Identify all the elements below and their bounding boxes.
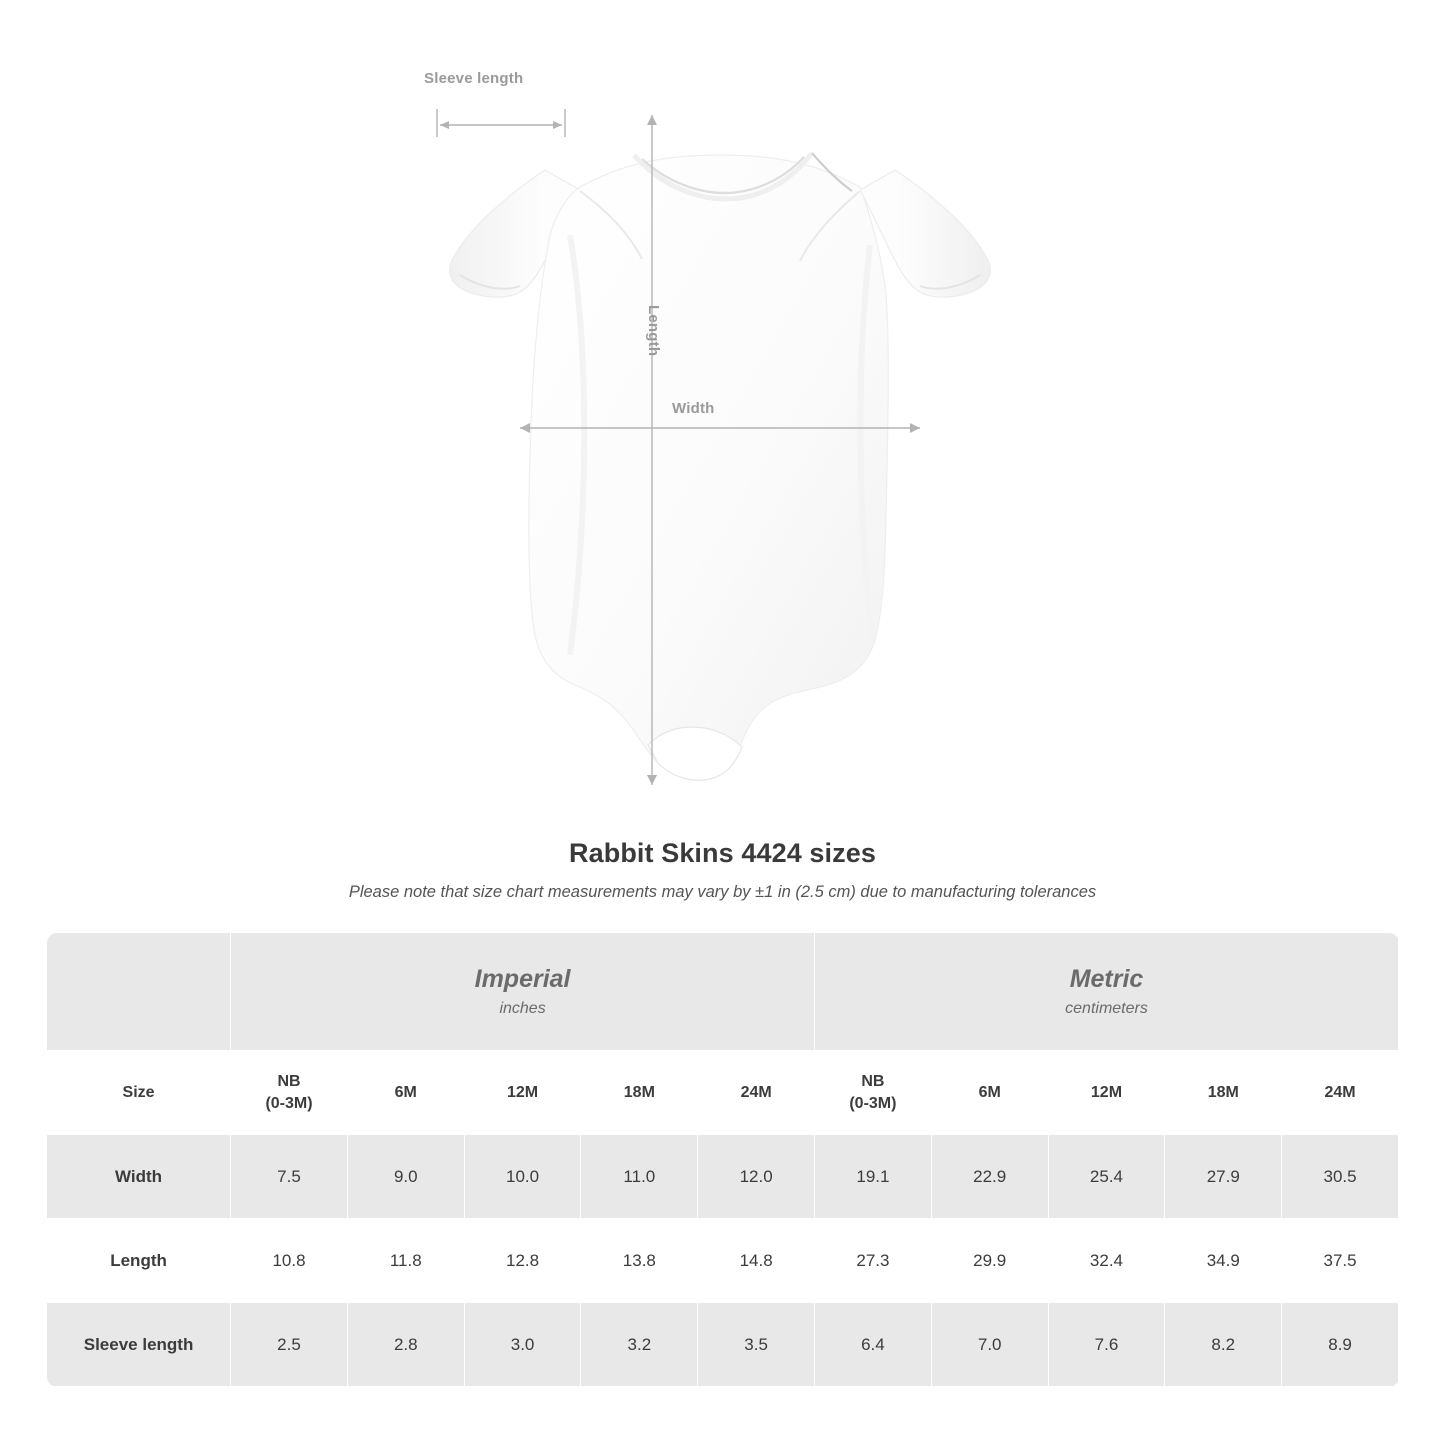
size-header-row xyxy=(47,1051,1399,1135)
size-header-cell-24m-metric: 24M xyxy=(1282,1051,1399,1135)
cell-sleeve-nb-imperial: 2.5 xyxy=(231,1303,348,1387)
cell-length-18m-imperial: 13.8 xyxy=(581,1219,698,1303)
cell-sleeve-18m-imperial: 3.2 xyxy=(581,1303,698,1387)
cell-width-6m-metric: 22.9 xyxy=(931,1135,1048,1219)
row-label-sleeve-length: Sleeve length xyxy=(47,1303,231,1387)
cell-sleeve-6m-imperial: 2.8 xyxy=(347,1303,464,1387)
unit-metric-sub: centimeters xyxy=(1065,1000,1148,1018)
size-header-line1: NB xyxy=(277,1072,301,1090)
size-chart-container xyxy=(46,932,1399,1387)
sleeve-length-arrow xyxy=(437,109,565,137)
width-annotation: Width xyxy=(672,400,715,417)
size-header-line2: (0-3M) xyxy=(849,1094,897,1112)
table-row xyxy=(47,1135,1399,1219)
sleeve-length-annotation: Sleeve length xyxy=(424,70,524,87)
cell-length-24m-imperial: 14.8 xyxy=(698,1219,815,1303)
size-header-cell-24m-imperial: 24M xyxy=(698,1051,815,1135)
tolerance-note: Please note that size chart measurements may vary by ±1 in (2.5 cm) due to manufacturing tolerances xyxy=(348,883,1097,901)
unit-header-corner xyxy=(47,933,231,1051)
cell-sleeve-6m-metric: 7.0 xyxy=(931,1303,1048,1387)
size-chart-table xyxy=(46,932,1399,1387)
unit-metric-label: Metric xyxy=(1069,964,1144,993)
size-header-cell-12m-imperial: 12M xyxy=(464,1051,581,1135)
size-header-cell-nb-metric xyxy=(815,1051,932,1135)
cell-sleeve-nb-metric: 6.4 xyxy=(815,1303,932,1387)
cell-width-nb-imperial: 7.5 xyxy=(231,1135,348,1219)
cell-width-12m-imperial: 10.0 xyxy=(464,1135,581,1219)
cell-length-24m-metric: 37.5 xyxy=(1282,1219,1399,1303)
unit-imperial-sub: inches xyxy=(499,1000,546,1018)
cell-width-nb-metric: 19.1 xyxy=(815,1135,932,1219)
size-header-cell-18m-imperial: 18M xyxy=(581,1051,698,1135)
unit-header-imperial xyxy=(231,933,815,1051)
size-header-cell-18m-metric: 18M xyxy=(1165,1051,1282,1135)
cell-width-12m-metric: 25.4 xyxy=(1048,1135,1165,1219)
cell-width-18m-metric: 27.9 xyxy=(1165,1135,1282,1219)
cell-length-nb-imperial: 10.8 xyxy=(231,1219,348,1303)
size-header-line2: (0-3M) xyxy=(265,1094,313,1112)
size-header-cell-6m-imperial: 6M xyxy=(347,1051,464,1135)
cell-length-12m-imperial: 12.8 xyxy=(464,1219,581,1303)
unit-header-metric xyxy=(815,933,1399,1051)
cell-width-18m-imperial: 11.0 xyxy=(581,1135,698,1219)
title-block xyxy=(0,838,1445,902)
cell-width-6m-imperial: 9.0 xyxy=(347,1135,464,1219)
size-header-line1: NB xyxy=(861,1072,885,1090)
bodysuit-drawing xyxy=(420,95,1020,795)
size-header-cell-12m-metric: 12M xyxy=(1048,1051,1165,1135)
cell-length-6m-metric: 29.9 xyxy=(931,1219,1048,1303)
page-title: Rabbit Skins 4424 sizes xyxy=(569,838,876,868)
unit-imperial-label: Imperial xyxy=(474,964,571,993)
cell-sleeve-24m-metric: 8.9 xyxy=(1282,1303,1399,1387)
cell-sleeve-12m-imperial: 3.0 xyxy=(464,1303,581,1387)
cell-sleeve-18m-metric: 8.2 xyxy=(1165,1303,1282,1387)
cell-width-24m-imperial: 12.0 xyxy=(698,1135,815,1219)
cell-width-24m-metric: 30.5 xyxy=(1282,1135,1399,1219)
cell-sleeve-12m-metric: 7.6 xyxy=(1048,1303,1165,1387)
cell-sleeve-24m-imperial: 3.5 xyxy=(698,1303,815,1387)
row-label-width: Width xyxy=(47,1135,231,1219)
table-row xyxy=(47,1219,1399,1303)
unit-header-row xyxy=(47,933,1399,1051)
cell-length-18m-metric: 34.9 xyxy=(1165,1219,1282,1303)
size-header-cell-nb-imperial xyxy=(231,1051,348,1135)
row-label-length: Length xyxy=(47,1219,231,1303)
size-header-label: Size xyxy=(47,1051,231,1135)
cell-length-nb-metric: 27.3 xyxy=(815,1219,932,1303)
length-annotation: Length xyxy=(645,305,662,357)
cell-length-6m-imperial: 11.8 xyxy=(347,1219,464,1303)
table-row xyxy=(47,1303,1399,1387)
size-header-cell-6m-metric: 6M xyxy=(931,1051,1048,1135)
cell-length-12m-metric: 32.4 xyxy=(1048,1219,1165,1303)
